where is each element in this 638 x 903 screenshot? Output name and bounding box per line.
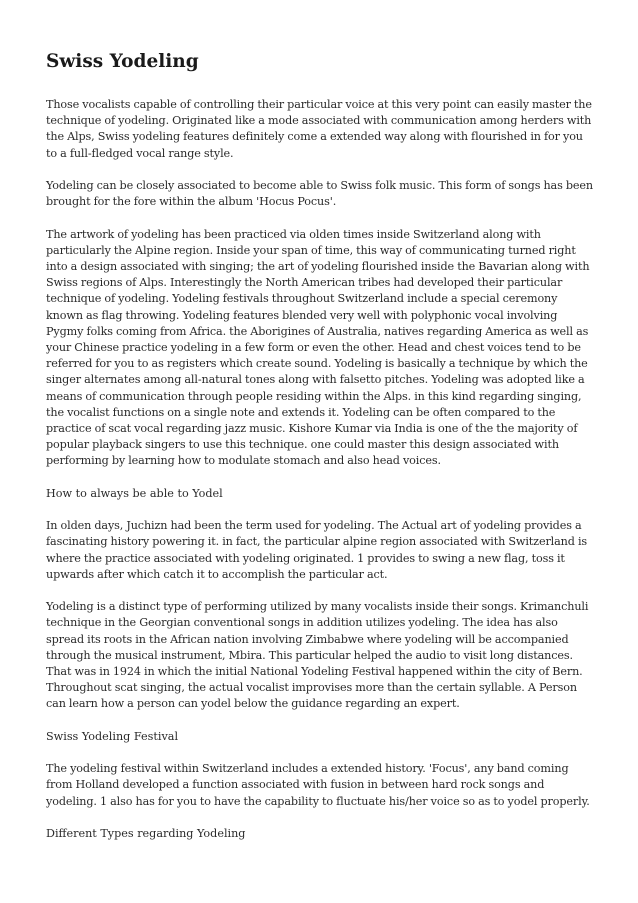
section-heading-how-to-yodel: How to always be able to Yodel [46, 486, 223, 500]
document-page [46, 50, 596, 858]
section-heading-festival: Swiss Yodeling Festival [46, 729, 179, 743]
paragraph-festival: The yodeling festival within Switzerland includes a extended history. 'Focus', any band coming from Holland developed a function associated with fusion in between hard rock songs and yodeling. 1 also has for you to have the capability to fluctuate his/her voice so as to yodel properly. [46, 762, 590, 808]
paragraph-juchizn: In olden days, Juchizn had been the term used for yodeling. The Actual art of yodeling provides a fascinating history powering it. in fact, the particular alpine region associated with Switzerland is where the practice associated with yodeling originated. 1 provides to swing a new flag, toss it upwards after which catch it to accomplish the particular act. [46, 519, 588, 581]
paragraph-intro: Those vocalists capable of controlling their particular voice at this very point can easily master the technique of yodeling. Originated like a mode associated with communication among herders with the Alps, Swiss yodeling features definitely come a extended way along with flourished in for you to a full-fledged vocal range style. [46, 98, 592, 160]
paragraph-history: The artwork of yodeling has been practiced via olden times inside Switzerland along with particularly the Alpine region. Inside your span of time, this way of communicating turned right into a design associated with singing; the art of yodeling flourished inside the Bavarian along with Swiss regions of Alps. Interestingly the North American tribes had developed their particular technique of yodeling. Yodeling festivals throughout Switzerland include a special ceremony known as flag throwing. Yodeling features blended very well with polyphonic vocal involving Pygmy folks coming from Africa. the Aborigines of Australia, natives regarding America as well as your Chinese practice yodeling in a few form or even the other. Head and chest voices tend to be referred for you to as registers which create sound. Yodeling is basically a technique by which the singer alternates among all-natural tones along with falsetto pitches. Yodeling was adopted like a means of communication through people residing within the Alps. in this kind regarding singing, the vocalist functions on a single note and extends it. Yodeling can be often compared to the practice of scat vocal regarding jazz music. Kishore Kumar via India is one of the the majority of popular playback singers to use this technique. one could master this design associated with performing by learning how to modulate stomach and also head voices. [46, 227, 590, 468]
paragraph-folk-music: Yodeling can be closely associated to become able to Swiss folk music. This form of songs has been brought for the fore within the album 'Hocus Pocus'. [46, 179, 593, 209]
section-heading-types: Different Types regarding Yodeling [46, 827, 246, 841]
page-title: Swiss Yodeling [46, 51, 199, 72]
paragraph-distinct-type: Yodeling is a distinct type of performing utilized by many vocalists inside their songs. Krimanchuli technique in the Georgian conventional songs in addition utilizes yodeling. The idea has also spread its roots in the African nation involving Zimbabwe where yodeling will be accompanied through the musical instrument, Mbira. This particular helped the audio to visit long distances. That was in 1924 in which the initial National Yodeling Festival happened within the city of Bern. Throughout scat singing, the actual vocalist improvises more than the certain syllable. A Person can learn how a person can yodel below the guidance regarding an expert. [46, 600, 589, 711]
